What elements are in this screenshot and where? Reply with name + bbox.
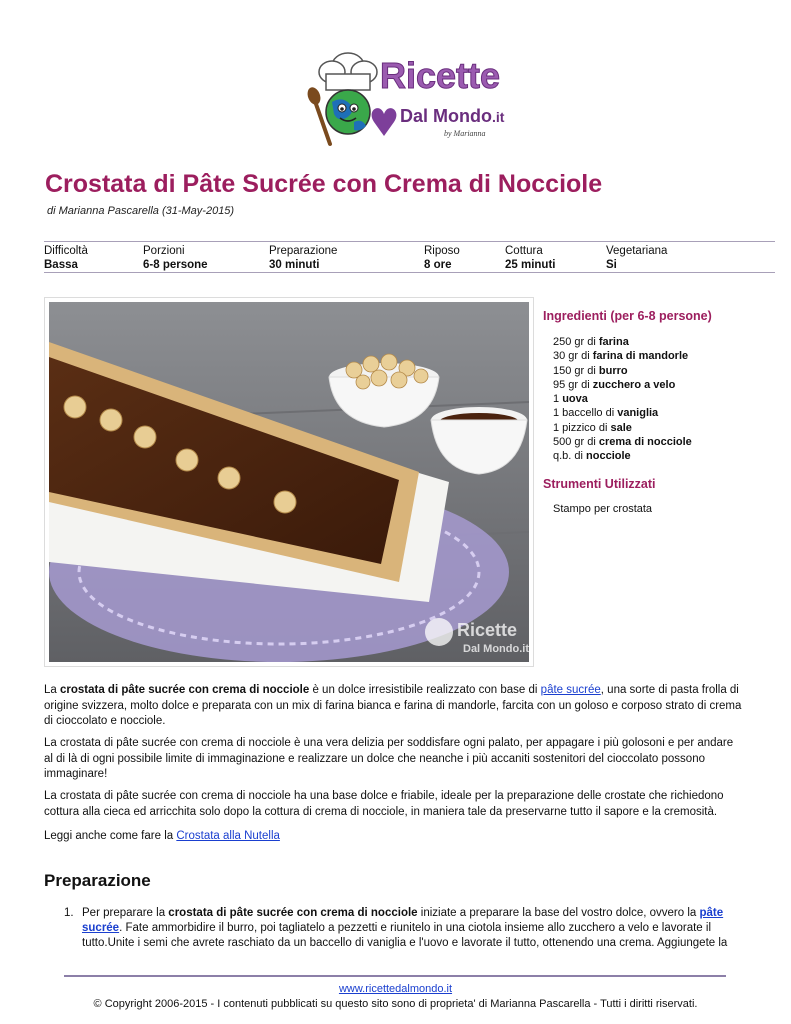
ingredient-item: 250 gr di farina	[553, 336, 629, 348]
recipe-title: Crostata di Pâte Sucrée con Crema di Nocciole	[45, 170, 603, 198]
photo-watermark-dalmondo: Dal Mondo.it	[463, 643, 529, 655]
svg-text:Dal Mondo.it	[400, 106, 505, 126]
tools-heading: Strumenti Utilizzati	[543, 476, 656, 491]
logo-word-ricette: Ricette	[380, 55, 501, 96]
preparation-heading: Preparazione	[44, 871, 151, 890]
heart-icon	[372, 108, 397, 136]
recipe-sidebar	[543, 307, 773, 515]
tool-item: Stampo per crostata	[553, 502, 653, 515]
intro-paragraph-3: La crostata di pâte sucrée con crema di nocciole ha una base dolce e friabile, ideale per la preparazione delle crostate che richiedono cottura alla cieca ed arricchita solo dopo la cottura di crema di nocciole, in maniera tale da preservarne tutto il sapore e la cremosità.	[44, 790, 724, 818]
footer-url-row	[0, 983, 791, 995]
preparation-steps	[64, 906, 744, 951]
ingredient-item: 30 gr di farina di mandorle	[553, 350, 689, 363]
globe-mascot-icon	[326, 90, 370, 134]
step-item: 1. Per preparare la crostata di pâte sucrée con crema di nocciole iniziate a preparare la base del vostro dolce, ovvero la pâte sucrée. Fate ammorbidire il burro, poi tagliatelo a pezzetti e riunitelo in una ciotola insieme allo zucchero a velo e lavorate il tutto.Unite i semi che avrete raschiato da un baccello di vaniglia e l'uovo e lavorate il tutto, ottenendo una crema. Aggiungete la	[64, 907, 728, 949]
pate-sucree-link[interactable]: pâte sucrée	[540, 684, 601, 696]
logo-suffix: .it	[492, 109, 505, 125]
meta-cook-time: Cottura 25 minuti	[505, 245, 556, 271]
step-number: 1.	[64, 907, 74, 919]
logo-by: by Marianna	[444, 129, 486, 138]
site-logo	[296, 44, 506, 156]
logo-word-dalmondo: Dal Mondo	[400, 106, 492, 126]
photo-watermark-ricette: Ricette	[457, 620, 518, 640]
footer-site-link[interactable]: www.ricettedalmondo.it	[338, 983, 453, 995]
ingredient-item: 150 gr di burro	[553, 364, 628, 377]
meta-vegetarian: Vegetariana Si	[606, 245, 668, 271]
meta-prep-time: Preparazione 30 minuti	[269, 245, 338, 271]
meta-servings: Porzioni 6-8 persone	[143, 245, 208, 271]
ingredient-item: q.b. di nocciole	[553, 450, 631, 463]
ingredients-heading: Ingredienti (per 6-8 persone)	[543, 309, 712, 323]
recipe-meta-table	[44, 241, 775, 273]
ingredient-item: 1 pizzico di sale	[553, 421, 632, 434]
step-pate-sucree-link[interactable]: pâte sucrée	[82, 907, 724, 934]
meta-difficulty: Difficoltà Bassa	[44, 245, 88, 271]
ingredients-list	[553, 335, 773, 464]
recipe-byline: di Marianna Pascarella (31-May-2015)	[47, 205, 235, 217]
intro-paragraph-4: Leggi anche come fare la Crostata alla Nutella	[44, 830, 280, 842]
ingredient-item: 95 gr di zucchero a velo	[553, 378, 676, 391]
crostata-nutella-link[interactable]: Crostata alla Nutella	[176, 830, 280, 842]
ingredient-item: 500 gr di crema di nocciole	[553, 436, 692, 449]
meta-rest-time: Riposo 8 ore	[424, 245, 460, 271]
ingredient-item: 1 uova	[553, 393, 588, 406]
footer-divider	[64, 975, 726, 977]
ingredient-item: 1 baccello di vaniglia	[553, 407, 659, 420]
chef-hat-icon	[319, 53, 377, 90]
intro-paragraph-1: La crostata di pâte sucrée con crema di nocciole è un dolce irresistibile realizzato con base di pâte sucrée, una sorte di pasta frolla di origine svizzera, molto dolce e preparata con un mix di farina bianca e farina di mandorle, farcita con un goloso e corposo strato di crema di cioccolato e nocciole.	[44, 684, 742, 727]
recipe-photo	[44, 297, 534, 667]
footer-copyright: © Copyright 2006-2015 - I contenuti pubblicati su questo sito sono di proprieta' di Marianna Pascarella - Tutti i diritti riservati.	[93, 998, 698, 1010]
intro-paragraph-2: La crostata di pâte sucrée con crema di nocciole è una vera delizia per soddisfare ogni palato, per appagare i più golosoni e per andare al di là di ogni possibile limite di immaginazione e realizzare un dolce che neanche i più accaniti sostenitori del cioccolato possono immaginare!	[44, 737, 734, 780]
